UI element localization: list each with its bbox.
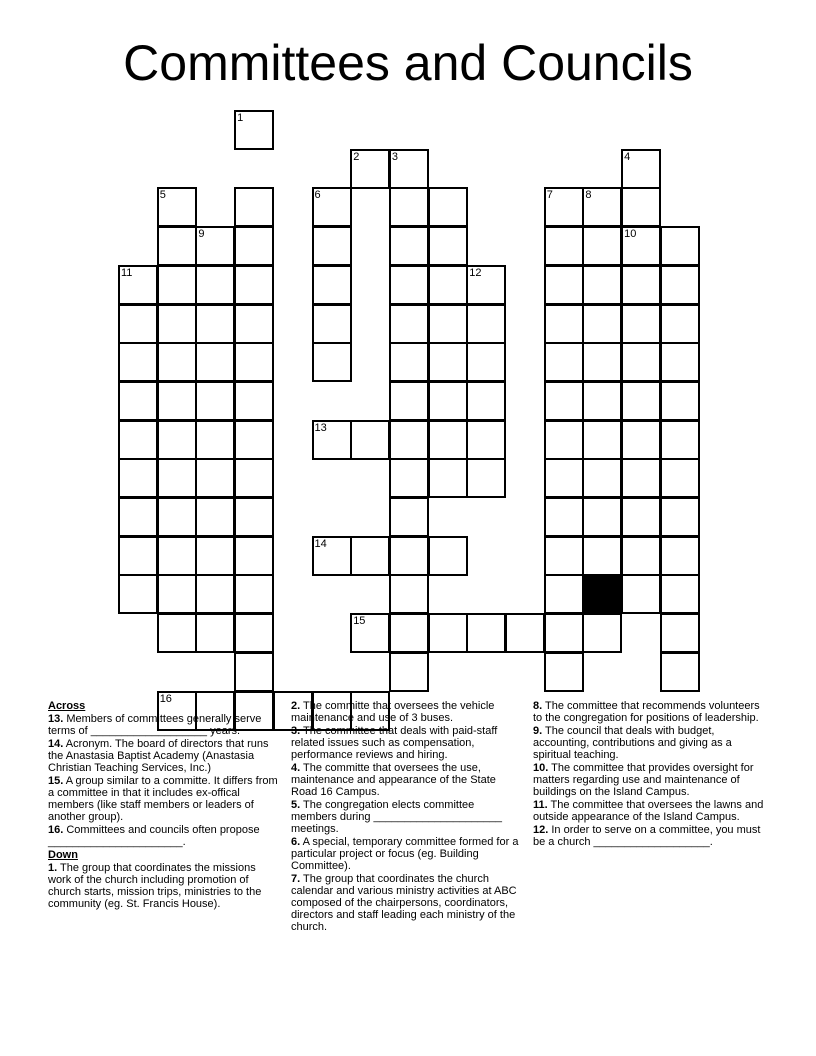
grid-cell[interactable] [312,187,352,227]
grid-cell[interactable] [428,187,468,227]
grid-cell[interactable] [157,574,197,614]
grid-cell[interactable] [312,536,352,576]
grid-cell[interactable] [234,226,274,266]
grid-cell[interactable] [660,304,700,344]
grid-cell[interactable] [466,458,506,498]
across-heading: Across [48,700,86,712]
cell-number: 2 [353,150,360,163]
clue [48,862,278,910]
grid-cell[interactable] [389,536,429,576]
grid-cell[interactable] [544,497,584,537]
clue-number: 15. [48,775,64,787]
grid-cell[interactable] [195,304,235,344]
grid-cell[interactable] [544,458,584,498]
clue-number: 11. [533,799,548,811]
grid-cell[interactable] [544,381,584,421]
clue [291,836,523,872]
cell-number: 15 [353,615,366,628]
grid-cell[interactable] [157,226,197,266]
cell-number: 13 [314,421,327,434]
grid-cell[interactable] [660,420,700,460]
grid-cell[interactable] [234,458,274,498]
down-heading: Down [48,849,78,861]
grid-cell[interactable] [621,226,661,266]
grid-cell[interactable] [157,458,197,498]
grid-cell[interactable] [466,420,506,460]
grid-cell[interactable] [157,342,197,382]
clue-text: The committee that oversees the lawns and outside appearance of the Island Campus. [533,799,764,823]
clue-number: 4. [291,762,301,774]
clue-number: 1. [48,862,58,874]
cell-number: 8 [585,189,592,202]
grid-cell[interactable] [157,536,197,576]
clue-number: 10. [533,762,549,774]
clue-text: The group that coordinates the church calendar and various ministry activities at ABC composed of the chairpersons, coordinators, directors and staff leading each ministry of the church. [291,873,517,933]
clue-text: The committe that oversees the use, maintenance and appearance of the State Road 16 Campus. [291,762,496,798]
grid-cell[interactable] [582,497,622,537]
grid-cell[interactable] [621,342,661,382]
grid-cell[interactable] [389,342,429,382]
grid-cell[interactable] [157,265,197,305]
grid-cell[interactable] [660,226,700,266]
grid-cell[interactable] [544,342,584,382]
grid-cell[interactable] [544,420,584,460]
grid-cell[interactable] [544,187,584,227]
grid-cell[interactable] [428,381,468,421]
clues-column-1 [48,700,278,911]
grid-cell[interactable] [234,381,274,421]
grid-cell[interactable] [312,342,352,382]
grid-cell[interactable] [157,497,197,537]
black-cell [582,574,622,614]
grid-cell[interactable] [350,149,390,189]
grid-cell[interactable] [621,420,661,460]
grid-cell[interactable] [234,613,274,653]
grid-cell[interactable] [544,652,584,692]
grid-cell[interactable] [118,458,158,498]
clue [291,799,523,835]
clue-text: The group that coordinates the missions work of the church including promotion of church starts, mission trips, ministries to the community (eg. St. Francis House). [48,862,262,910]
clue-text: Members of committees generally serve terms of ___________________ years. [48,713,262,737]
grid-cell[interactable] [621,536,661,576]
grid-cell[interactable] [582,536,622,576]
grid-cell[interactable] [544,536,584,576]
grid-cell[interactable] [234,187,274,227]
cell-number: 12 [469,266,482,279]
grid-cell[interactable] [621,265,661,305]
grid-cell[interactable] [389,574,429,614]
grid-cell[interactable] [389,497,429,537]
clue [533,762,771,798]
grid-cell[interactable] [195,613,235,653]
grid-cell[interactable] [234,574,274,614]
grid-cell[interactable] [505,613,545,653]
grid-cell[interactable] [118,304,158,344]
grid-cell[interactable] [157,613,197,653]
grid-cell[interactable] [157,381,197,421]
clue-number: 9. [533,725,543,737]
grid-cell[interactable] [118,420,158,460]
clue-number: 13. [48,713,64,725]
grid-cell[interactable] [389,420,429,460]
clue-number: 2. [291,700,301,712]
grid-cell[interactable] [544,613,584,653]
grid-cell[interactable] [389,226,429,266]
grid-cell[interactable] [660,574,700,614]
grid-cell[interactable] [544,265,584,305]
grid-cell[interactable] [660,342,700,382]
cell-number: 16 [159,692,172,705]
clue-number: 16. [48,824,64,836]
grid-cell[interactable] [621,187,661,227]
clue-number: 14. [48,738,64,750]
grid-cell[interactable] [195,420,235,460]
clue [48,713,278,737]
grid-cell[interactable] [428,420,468,460]
cell-number: 10 [624,228,637,241]
clue [291,762,523,798]
grid-cell[interactable] [389,187,429,227]
grid-cell[interactable] [428,536,468,576]
grid-cell[interactable] [660,536,700,576]
grid-cell[interactable] [428,458,468,498]
grid-cell[interactable] [466,265,506,305]
grid-cell[interactable] [582,381,622,421]
grid-cell[interactable] [195,536,235,576]
grid-cell[interactable] [582,187,622,227]
grid-cell[interactable] [118,381,158,421]
clue [291,700,523,724]
grid-cell[interactable] [234,304,274,344]
clue-text: The committe that oversees the vehicle maintenance and use of 3 buses. [291,700,495,724]
grid-cell[interactable] [350,420,390,460]
grid-cell[interactable] [544,574,584,614]
clue [48,738,278,774]
cell-number: 7 [546,189,553,202]
grid-cell[interactable] [350,613,390,653]
clue-text: In order to serve on a committee, you must be a church ___________________. [533,824,761,848]
grid-cell[interactable] [621,458,661,498]
grid-cell[interactable] [582,304,622,344]
grid-cell[interactable] [621,304,661,344]
grid-cell[interactable] [660,458,700,498]
grid-cell[interactable] [389,652,429,692]
clue-number: 5. [291,799,301,811]
grid-cell[interactable] [312,226,352,266]
grid-cell[interactable] [582,458,622,498]
grid-cell[interactable] [195,458,235,498]
grid-cell[interactable] [195,381,235,421]
clue [533,700,771,724]
grid-cell[interactable] [312,304,352,344]
grid-cell[interactable] [118,265,158,305]
page-title: Committees and Councils [123,35,693,91]
grid-cell[interactable] [428,304,468,344]
clue-text: The congregation elects committee members during _____________________ meetings. [291,799,503,835]
grid-cell[interactable] [582,226,622,266]
grid-cell[interactable] [621,149,661,189]
grid-cell[interactable] [660,613,700,653]
clue-text: Committees and councils often propose ______________________. [48,824,260,848]
clue-text: The committee that recommends volunteers to the congregation for positions of leadership. [533,700,760,724]
cell-number: 9 [198,228,205,241]
grid-cell[interactable] [660,652,700,692]
grid-cell[interactable] [466,304,506,344]
grid-cell[interactable] [118,536,158,576]
grid-cell[interactable] [660,497,700,537]
grid-cell[interactable] [389,613,429,653]
clue [291,725,523,761]
clue [48,775,278,823]
grid-cell[interactable] [544,226,584,266]
grid-cell[interactable] [312,420,352,460]
cell-number: 5 [159,189,166,202]
grid-cell[interactable] [118,574,158,614]
grid-cell[interactable] [118,342,158,382]
clue-number: 8. [533,700,543,712]
grid-cell[interactable] [234,497,274,537]
clues-column-2 [291,700,523,934]
grid-cell[interactable] [466,613,506,653]
grid-cell[interactable] [428,342,468,382]
grid-cell[interactable] [234,342,274,382]
clue [533,725,771,761]
grid-cell[interactable] [312,265,352,305]
cell-number: 3 [391,150,399,163]
clue [533,824,771,848]
cell-number: 11 [121,266,133,279]
clue [533,799,771,823]
clue-text: The committee that deals with paid-staff related issues such as compensation, performance reviews and hiring. [291,725,498,761]
clue-number: 12. [533,824,549,836]
grid-cell[interactable] [621,497,661,537]
clue-number: 7. [291,873,301,885]
clue-text: Acronym. The board of directors that runs the Anastasia Baptist Academy (Anastasia Christian Teaching Services, Inc.) [48,738,269,774]
grid-cell[interactable] [118,497,158,537]
clue-text: A group similar to a committe. It differs from a committee in that it includes ex-offical members (like staff members or leaders of another group). [48,775,278,823]
grid-cell[interactable] [195,226,235,266]
grid-cell[interactable] [428,613,468,653]
grid-cell[interactable] [389,458,429,498]
grid-cell[interactable] [234,536,274,576]
clue-text: The committee that provides oversight for matters regarding use and maintenance of buildings on the Island Campus. [533,762,754,798]
grid-cell[interactable] [234,420,274,460]
cell-number: 1 [237,112,244,124]
grid-cell[interactable] [157,420,197,460]
grid-cell[interactable] [428,265,468,305]
grid-cell[interactable] [466,381,506,421]
grid-cell[interactable] [234,110,274,150]
grid-cell[interactable] [582,265,622,305]
grid-cell[interactable] [582,613,622,653]
grid-cell[interactable] [544,304,584,344]
grid-cell[interactable] [234,265,274,305]
cell-number: 14 [314,537,327,550]
grid-cell[interactable] [157,304,197,344]
grid-cell[interactable] [582,420,622,460]
grid-cell[interactable] [195,574,235,614]
cell-number: 4 [624,150,631,163]
grid-cell[interactable] [157,187,197,227]
grid-cell[interactable] [621,381,661,421]
grid-cell[interactable] [389,381,429,421]
grid-cell[interactable] [195,342,235,382]
clue-text: A special, temporary committee formed for a particular project or focus (eg. Building Committee). [291,836,519,872]
grid-cell[interactable] [428,226,468,266]
grid-cell[interactable] [234,652,274,692]
clue-text: The council that deals with budget, accounting, contributions and giving as a spiritual teaching. [533,725,732,761]
cell-number: 6 [314,189,321,202]
grid-cell[interactable] [660,381,700,421]
grid-cell[interactable] [389,304,429,344]
clue [48,824,278,848]
grid-cell[interactable] [350,536,390,576]
clue [291,873,523,933]
clues-column-3 [533,700,771,849]
grid-cell[interactable] [582,342,622,382]
grid-cell[interactable] [466,342,506,382]
grid-cell[interactable] [621,574,661,614]
clue-number: 6. [291,836,301,848]
grid-cell[interactable] [389,265,429,305]
grid-cell[interactable] [660,265,700,305]
clue-number: 3. [291,725,301,737]
grid-cell[interactable] [389,149,429,189]
grid-cell[interactable] [195,497,235,537]
grid-cell[interactable] [195,265,235,305]
